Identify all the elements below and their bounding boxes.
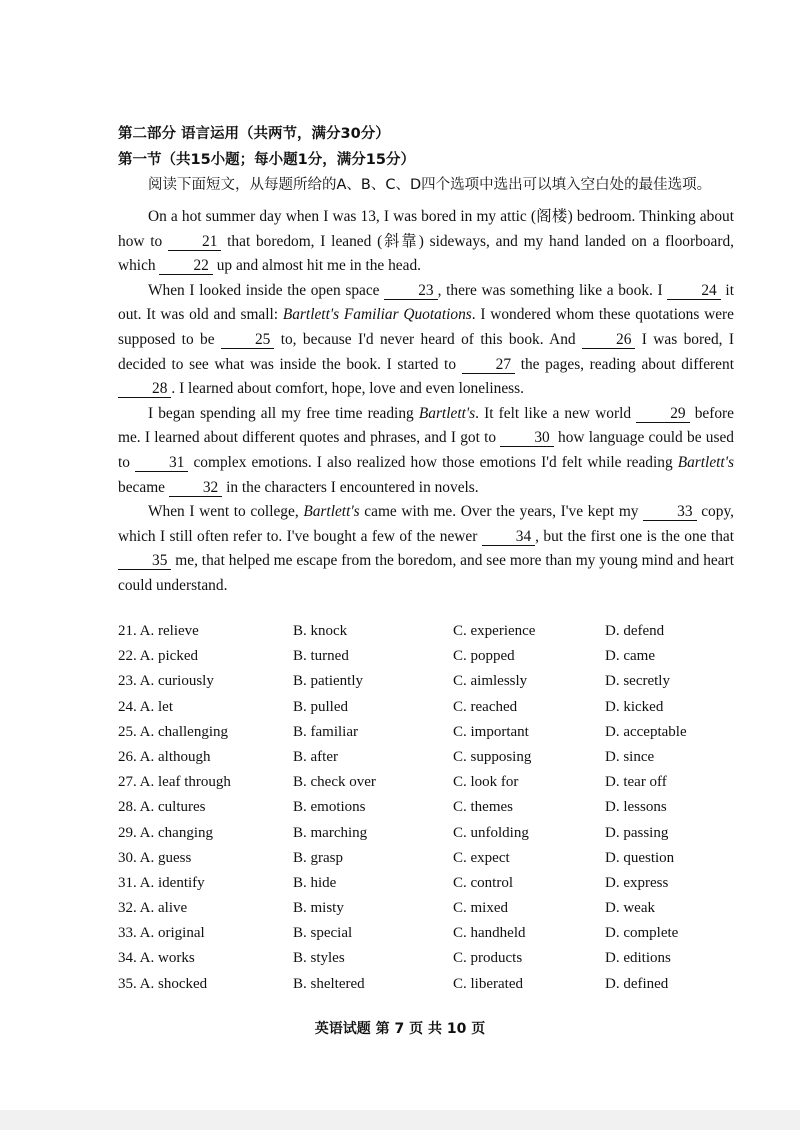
page-footer: 英语试题 第 7 页 共 10 页 [314,1021,486,1037]
text: , but the first one is the one that [535,527,734,545]
option-24-c: C. reached [453,698,518,715]
option-34-d: D. editions [605,950,671,967]
option-32-b: B. misty [293,900,344,917]
question-21-options [118,623,758,648]
option-21-b: B. knock [293,623,348,639]
text: . I wondered whom these quotations were supposed to be [118,306,734,348]
option-33-b: B. special [293,925,353,942]
option-33-a: 33. A. original [118,925,205,942]
question-35-options [118,976,758,1001]
blank-32: 32 [169,479,222,497]
text: how language could be used to [118,429,734,471]
option-26-a: 26. A. although [118,748,211,765]
option-29-a: 29. A. changing [118,824,213,841]
instruction-text: 阅读下面短文，从每题所给的A、B、C、D四个选项中选出可以填入空白处的最佳选项。 [148,177,712,193]
option-25-d: D. acceptable [605,723,687,740]
question-28-options [118,799,758,824]
book-title: Bartlett's [303,503,360,521]
blank-35: 35 [118,552,171,570]
option-32-a: 32. A. alive [118,900,188,917]
question-24-options [118,699,758,724]
answer-options [118,623,758,1001]
question-33-options [118,925,758,950]
text: . I learned about comfort, hope, love and even loneliness. [171,380,524,398]
question-26-options [118,749,758,774]
text: . It felt like a new world [475,404,637,422]
option-35-a: 35. A. shocked [118,975,208,992]
text: , there was something like a book. I [437,281,668,299]
blank-23: 23 [384,282,437,300]
text: it out. It was old and small: [118,281,734,324]
option-25-a: 25. A. challenging [118,723,228,740]
text: came with me. Over the years, I've kept my [359,503,644,521]
option-27-d: D. tear off [605,774,667,791]
scan-edge [0,1110,800,1130]
option-23-a: 23. A. curiously [118,673,214,690]
book-title: Bartlett's [677,453,734,471]
text: I began spending all my free time reading [148,404,419,422]
question-30-options [118,850,758,875]
option-21-c: C. experience [453,623,536,639]
option-22-a: 22. A. picked [118,648,198,665]
option-23-b: B. patiently [293,673,363,690]
option-25-b: B. familiar [293,723,358,740]
option-31-a: 31. A. identify [118,874,205,891]
option-24-a: 24. A. let [118,698,173,715]
text: the pages, reading about different [515,355,734,373]
text: up and almost hit me in the head. [212,257,422,275]
option-22-c: C. popped [453,648,515,665]
option-27-c: C. look for [453,774,519,791]
paragraph-4 [118,500,734,598]
option-24-d: D. kicked [605,698,664,715]
option-21-a: 21. A. relieve [118,623,199,639]
option-28-d: D. lessons [605,799,667,816]
blank-31: 31 [135,454,188,472]
option-30-a: 30. A. guess [118,849,192,866]
option-31-d: D. express [605,874,669,891]
option-33-d: D. complete [605,925,679,942]
option-30-c: C. expect [453,849,510,866]
option-29-d: D. passing [605,824,669,841]
option-23-d: D. secretly [605,673,670,690]
option-26-b: B. after [293,748,338,765]
question-34-options [118,950,758,975]
text: copy, which I still often refer to. I've bought a few of the newer [118,503,734,545]
option-34-c: C. products [453,950,523,967]
blank-29: 29 [636,405,689,423]
text: I was bored, I decided to see what was inside the book. I started to [118,330,735,373]
text: me, that helped me escape from the boredom, and see more than my young mind and heart could understand. [118,552,734,594]
option-29-b: B. marching [293,824,368,841]
subsection-title: 第一节（共15小题；每小题1分，满分15分） [118,152,415,168]
question-22-options [118,648,758,673]
option-29-c: C. unfolding [453,824,529,841]
blank-21: 21 [168,233,221,251]
option-35-c: C. liberated [453,975,523,992]
blank-28: 28 [118,380,171,398]
cloze-passage [118,205,734,599]
text: became [118,478,169,496]
option-28-c: C. themes [453,799,513,816]
blank-34: 34 [482,528,535,546]
option-32-d: D. weak [605,900,655,917]
option-22-d: D. came [605,648,655,665]
option-33-c: C. handheld [453,925,526,942]
book-title: Bartlett's Familiar Quotations [282,306,472,324]
option-23-c: C. aimlessly [453,673,528,690]
option-34-a: 34. A. works [118,950,195,967]
question-31-options [118,875,758,900]
option-28-a: 28. A. cultures [118,799,206,816]
option-22-b: B. turned [293,648,349,665]
option-27-b: B. check over [293,774,376,791]
part-title: 第二部分 语言运用（共两节，满分30分） [118,126,390,142]
option-35-b: B. sheltered [293,975,365,992]
question-27-options [118,774,758,799]
blank-25: 25 [221,331,274,349]
option-21-d: D. defend [605,623,665,639]
question-23-options [118,673,758,698]
option-34-b: B. styles [293,950,345,967]
text: When I went to college, [148,503,304,521]
text: before me. I learned about different quotes and phrases, and I got to [118,404,734,447]
option-31-c: C. control [453,874,513,891]
blank-24: 24 [667,282,720,300]
text: When I looked inside the open space [148,281,385,299]
question-29-options [118,825,758,850]
option-26-d: D. since [605,748,655,765]
option-27-a: 27. A. leaf through [118,774,231,791]
blank-33: 33 [643,503,696,521]
text: in the characters I encountered in novels. [222,478,479,496]
book-title: Bartlett's [418,404,476,422]
option-32-c: C. mixed [453,900,508,917]
question-32-options [118,900,758,925]
paragraph-1 [118,205,734,279]
option-24-b: B. pulled [293,698,348,715]
option-25-c: C. important [453,723,529,740]
option-35-d: D. defined [605,975,669,992]
question-25-options [118,724,758,749]
text: to, because I'd never heard of this book. And [274,330,582,348]
option-28-b: B. emotions [293,799,366,816]
text: that boredom, I leaned (斜靠) sideways, and my hand landed on a floorboard, which [118,232,734,275]
blank-27: 27 [462,356,515,374]
paragraph-3 [118,402,734,500]
blank-30: 30 [500,429,553,447]
blank-22: 22 [159,257,212,275]
option-30-b: B. grasp [293,849,343,866]
paragraph-2 [118,279,734,402]
blank-26: 26 [582,331,635,349]
option-26-c: C. supposing [453,748,532,765]
text: complex emotions. I also realized how those emotions I'd felt while reading [188,453,678,471]
option-31-b: B. hide [293,874,337,891]
text: On a hot summer day when I was 13, I was bored in my attic (阁楼) bedroom. Thinking about how to [118,208,734,250]
option-30-d: D. question [605,849,675,866]
